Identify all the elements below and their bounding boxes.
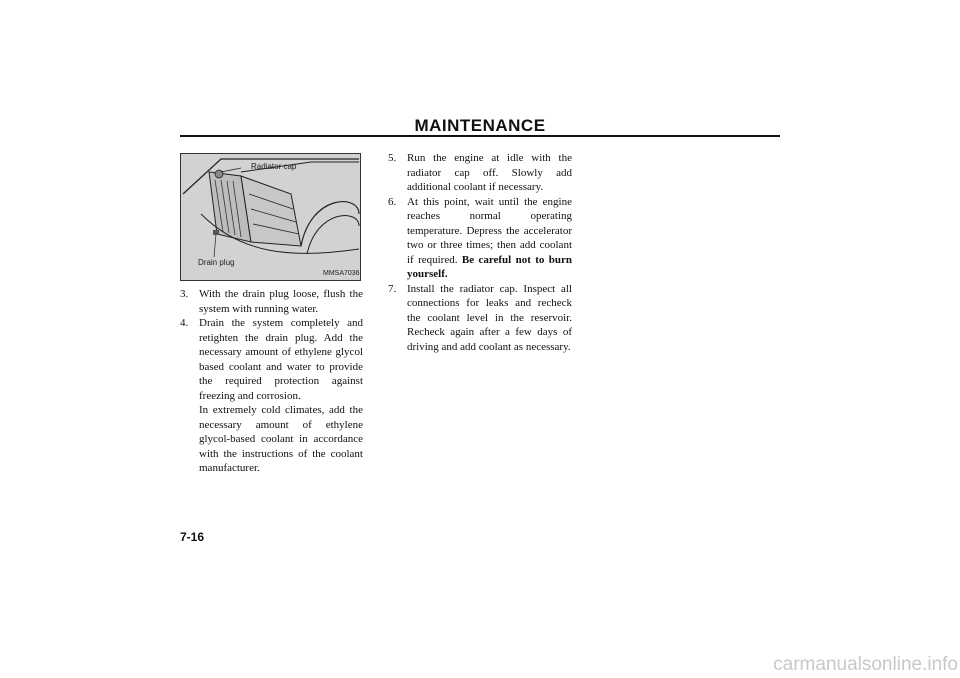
- radiator-illustration: [180, 153, 361, 281]
- step-text-regular: At this point, wait until the engine reaches normal operating temperature. Depress the accelerator two or three times; then add coolant if required.: [407, 195, 572, 266]
- drain-plug-label: Drain plug: [198, 258, 235, 267]
- page-number: 7-16: [180, 530, 205, 544]
- step-number: 3.: [180, 288, 189, 300]
- left-column: [180, 287, 363, 476]
- warning-text: Be careful not to burn yourself.: [407, 253, 573, 280]
- radiator-cap-label: Radiator cap: [251, 162, 297, 171]
- step-number: 4.: [180, 317, 189, 329]
- step-text-continued: In extremely cold climates, add the necessary amount of ethylene glycol-based coolant in accordance with the instructions of the coolant manufacturer.: [199, 404, 363, 474]
- step-5: [388, 151, 572, 195]
- page-header-title: MAINTENANCE: [414, 116, 546, 135]
- step-text: Drain the system completely and retighten the drain plug. Add the necessary amount of ethylene glycol based coolant and water to provide the required protection against freezing and corrosion.: [199, 317, 363, 402]
- step-text: [407, 195, 572, 282]
- step-4: [180, 316, 363, 476]
- step-text: Run the engine at idle with the radiator cap off. Slowly add additional coolant if necessary.: [407, 152, 572, 193]
- right-column: [388, 151, 572, 354]
- step-7: [388, 282, 572, 355]
- step-text: With the drain plug loose, flush the system with running water.: [199, 288, 363, 315]
- header-divider: [180, 135, 780, 137]
- step-6: [388, 195, 572, 282]
- step-number: 7.: [388, 282, 397, 295]
- watermark: carmanualsonline.info: [773, 654, 958, 675]
- step-number: 6.: [388, 195, 397, 208]
- step-3: [180, 287, 363, 316]
- step-text: Install the radiator cap. Inspect all connections for leaks and recheck the coolant level in the reservoir. Recheck again after a few days of driving and add coolant as necessary.: [407, 282, 572, 353]
- step-number: 5.: [388, 152, 397, 164]
- figure-code: MMSA7036: [323, 270, 360, 277]
